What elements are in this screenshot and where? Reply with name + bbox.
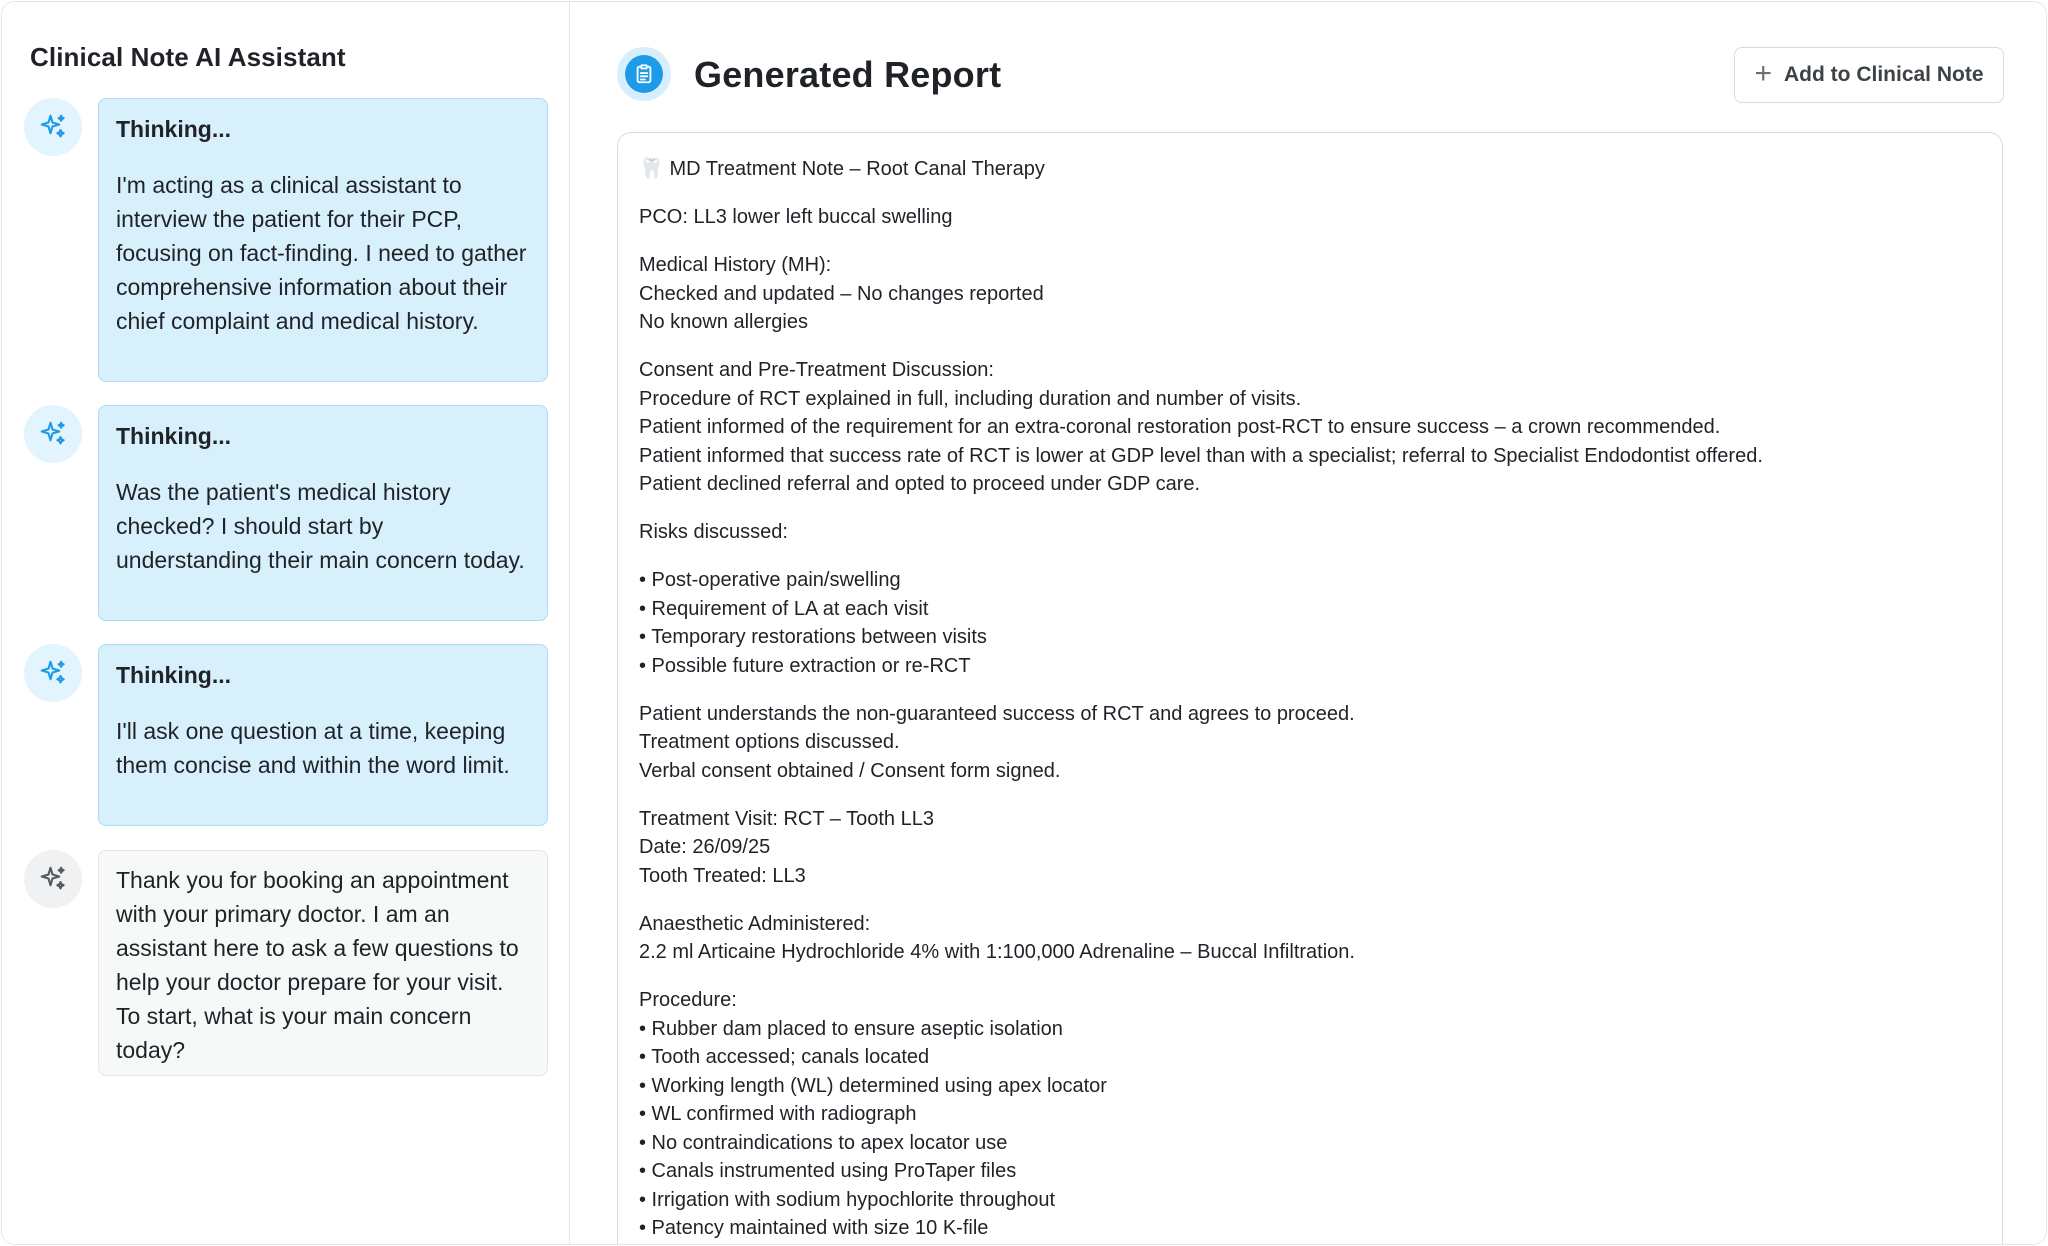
report-line: Medical History (MH): (639, 254, 832, 276)
report-line: Consent and Pre-Treatment Discussion: (639, 359, 994, 381)
report-line: Date: 26/09/25 (639, 836, 771, 858)
report-line: Procedure: (639, 989, 737, 1011)
report-paragraph (639, 251, 1982, 337)
report-line: No known allergies (639, 311, 808, 333)
add-to-clinical-note-label: Add to Clinical Note (1784, 63, 1984, 86)
report-line: Treatment options discussed. (639, 731, 900, 753)
report-content-box[interactable] (617, 132, 2003, 1245)
report-paragraph (639, 203, 1982, 232)
report-line: • WL confirmed with radiograph (639, 1103, 917, 1125)
report-line: Patient informed that success rate of RCT is lower at GDP level than with a specialist; referral to Specialist Endodontist offered. (639, 444, 1763, 467)
sparkle-icon (24, 405, 82, 463)
report-line: Treatment Visit: RCT – Tooth LL3 (639, 807, 934, 830)
report-line: Risks discussed: (639, 521, 788, 543)
report-line: • Working length (WL) determined using apex locator (639, 1074, 1107, 1097)
thinking-text: I'm acting as a clinical assistant to interview the patient for their PCP, focusing on fact-finding. I need to gather comprehensive information about their chief complaint and medical history. (116, 172, 527, 334)
report-paragraph (639, 700, 1982, 786)
report-line: • Rubber dam placed to ensure aseptic isolation (639, 1017, 1063, 1040)
report-line: • No contraindications to apex locator use (639, 1131, 1008, 1154)
assistant-reply-text: Thank you for booking an appointment with your primary doctor. I am an assistant here to ask a few questions to help your doctor prepare for your visit. To start, what is your main concern today? (116, 867, 519, 1063)
report-line: • Temporary restorations between visits (639, 626, 987, 648)
plus-icon: + (1754, 56, 1773, 90)
report-line: • Tooth accessed; canals located (639, 1046, 930, 1068)
report-line: 2.2 ml Articaine Hydrochloride 4% with 1:100,000 Adrenaline – Buccal Infiltration. (639, 941, 1355, 963)
thinking-bubble (98, 644, 548, 826)
report-icon (617, 47, 671, 101)
report-line: • Requirement of LA at each visit (639, 597, 929, 620)
sparkle-icon (24, 850, 82, 908)
sparkle-icon (24, 644, 82, 702)
report-line: Procedure of RCT explained in full, including duration and number of visits. (639, 387, 1302, 410)
report-line: • Canals instrumented using ProTaper files (639, 1160, 1017, 1182)
report-line: Tooth Treated: LL3 (639, 864, 806, 887)
report-title: Generated Report (694, 54, 1002, 95)
report-line: PCO: LL3 lower left buccal swelling (639, 206, 953, 228)
report-line: Patient understands the non-guaranteed success of RCT and agrees to proceed. (639, 702, 1355, 725)
thinking-heading: Thinking... (116, 423, 231, 449)
report-line: • Irrigation with sodium hypochlorite throughout (639, 1188, 1056, 1211)
report-paragraph (639, 155, 1982, 184)
report-paragraph (639, 805, 1982, 891)
thinking-bubble (98, 405, 548, 621)
thinking-heading: Thinking... (116, 116, 231, 142)
report-line: Patient declined referral and opted to proceed under GDP care. (639, 473, 1201, 495)
sparkle-icon (24, 98, 82, 156)
report-line: • Patency maintained with size 10 K-file (639, 1217, 989, 1239)
assistant-title: Clinical Note AI Assistant (30, 42, 346, 72)
report-paragraph (639, 566, 1982, 680)
thinking-heading: Thinking... (116, 662, 231, 688)
thinking-text: Was the patient's medical history checked? I should start by understanding their main concern today. (116, 479, 525, 573)
report-text (639, 155, 1982, 1245)
report-line: • Possible future extraction or re-RCT (639, 654, 971, 677)
report-line: Verbal consent obtained / Consent form signed. (639, 759, 1061, 782)
thinking-bubble (98, 98, 548, 382)
report-line: • Post-operative pain/swelling (639, 569, 901, 591)
report-paragraph (639, 356, 1982, 499)
app-window (1, 1, 2047, 1245)
report-line: Anaesthetic Administered: (639, 912, 871, 935)
report-line: 🦷 MD Treatment Note – Root Canal Therapy (639, 158, 1045, 180)
assistant-panel (2, 2, 570, 1244)
report-paragraph (639, 986, 1982, 1243)
report-paragraph (639, 518, 1982, 547)
report-line: Patient informed of the requirement for an extra-coronal restoration post-RCT to ensure success – a crown recommended. (639, 416, 1721, 438)
report-panel (570, 2, 2046, 1244)
assistant-reply-bubble (98, 850, 548, 1076)
add-to-clinical-note-button[interactable] (1734, 47, 2004, 103)
report-paragraph (639, 910, 1982, 967)
report-line: Checked and updated – No changes reported (639, 282, 1044, 305)
thinking-text: I'll ask one question at a time, keeping them concise and within the word limit. (116, 718, 510, 778)
